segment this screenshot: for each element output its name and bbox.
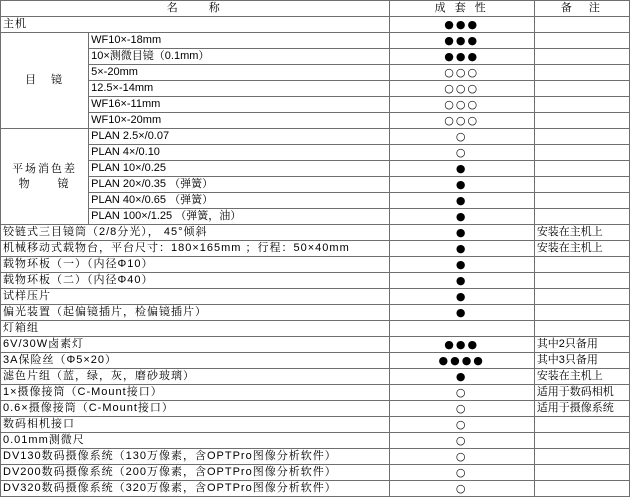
row-name: WF10×-18mm — [89, 33, 389, 49]
row-completeness: ● — [389, 241, 534, 257]
row-remark: 适用于摄像系统 — [534, 401, 629, 417]
table-row — [1, 417, 630, 433]
row-completeness: ○ — [389, 129, 534, 145]
row-completeness: ○ — [389, 417, 534, 433]
row-completeness: ○ — [389, 465, 534, 481]
row-name: 1×摄像接筒（C-Mount接口） — [1, 385, 390, 401]
row-name: PLAN 100×/1.25 （弹簧，油） — [89, 209, 389, 225]
row-completeness: ○○○ — [389, 65, 534, 81]
table-row — [1, 81, 630, 97]
row-name: 试样压片 — [1, 289, 390, 305]
row-remark — [534, 289, 629, 305]
row-completeness: ● — [389, 225, 534, 241]
table-row — [1, 209, 630, 225]
row-name: 数码相机接口 — [1, 417, 390, 433]
row-name: 滤色片组（蓝，绿，灰，磨砂玻璃） — [1, 369, 390, 385]
row-remark — [534, 481, 629, 497]
row-name: 机械移动式载物台，平台尺寸：180×165mm ；行程：50×40mm — [1, 241, 390, 257]
row-name: PLAN 4×/0.10 — [89, 145, 389, 161]
row-completeness: ● — [389, 273, 534, 289]
table-row — [1, 33, 630, 49]
row-completeness: ○ — [389, 481, 534, 497]
row-name: 12.5×-14mm — [89, 81, 389, 97]
row-remark — [534, 49, 629, 65]
table-row — [1, 193, 630, 209]
row-name: 载物环板（二）（内径Φ40） — [1, 273, 390, 289]
row-completeness: ● — [389, 161, 534, 177]
table-row — [1, 289, 630, 305]
row-name: 0.6×摄像接筒（C-Mount接口） — [1, 401, 390, 417]
table-row — [1, 433, 630, 449]
row-name: PLAN 10×/0.25 — [89, 161, 389, 177]
table-row — [1, 129, 630, 145]
table-row — [1, 353, 630, 369]
row-remark — [534, 449, 629, 465]
row-completeness: ○ — [389, 385, 534, 401]
row-remark — [534, 273, 629, 289]
group-label-objective — [1, 129, 89, 225]
table-row — [1, 481, 630, 497]
table-row — [1, 385, 630, 401]
row-completeness: ○○○ — [389, 113, 534, 129]
table-row — [1, 321, 630, 337]
table-header-row — [1, 1, 630, 17]
row-remark — [534, 145, 629, 161]
row-remark — [534, 209, 629, 225]
row-remark: 安装在主机上 — [534, 369, 629, 385]
table-row — [1, 305, 630, 321]
row-completeness: ●●●● — [389, 353, 534, 369]
row-remark — [534, 17, 629, 33]
table-row — [1, 369, 630, 385]
row-completeness: ○○○ — [389, 81, 534, 97]
row-remark — [534, 321, 629, 337]
row-remark: 其中2只备用 — [534, 337, 629, 353]
row-name: 主机 — [1, 17, 390, 33]
group-label-objective-line2: 物 镜 — [18, 177, 71, 190]
table-row — [1, 177, 630, 193]
row-remark — [534, 161, 629, 177]
row-completeness: ● — [389, 369, 534, 385]
table-row — [1, 401, 630, 417]
table-row — [1, 49, 630, 65]
row-name: WF10×-20mm — [89, 113, 389, 129]
row-remark — [534, 65, 629, 81]
row-name: 灯箱组 — [1, 321, 390, 337]
group-label-eyepiece: 目 镜 — [1, 33, 89, 129]
table-row — [1, 225, 630, 241]
table-row — [1, 449, 630, 465]
row-remark — [534, 129, 629, 145]
row-completeness: ● — [389, 209, 534, 225]
row-remark — [534, 177, 629, 193]
row-completeness: ●●● — [389, 337, 534, 353]
row-completeness: ● — [389, 177, 534, 193]
table-row — [1, 65, 630, 81]
table-row — [1, 17, 630, 33]
row-completeness: ● — [389, 305, 534, 321]
row-name: PLAN 40×/0.65 （弹簧） — [89, 193, 389, 209]
row-remark: 适用于数码相机 — [534, 385, 629, 401]
table-row — [1, 161, 630, 177]
table-row — [1, 465, 630, 481]
row-remark — [534, 257, 629, 273]
row-name: 3A保险丝（Φ5×20） — [1, 353, 390, 369]
row-completeness: ●●● — [389, 33, 534, 49]
row-completeness: ○ — [389, 449, 534, 465]
row-name: DV320数码摄像系统（320万像素，含OPTPro图像分析软件） — [1, 481, 390, 497]
row-remark — [534, 113, 629, 129]
row-name: DV130数码摄像系统（130万像素，含OPTPro图像分析软件） — [1, 449, 390, 465]
row-remark: 安装在主机上 — [534, 225, 629, 241]
table-row — [1, 145, 630, 161]
table-row — [1, 113, 630, 129]
row-name: 载物环板（一）（内径Φ10） — [1, 257, 390, 273]
row-completeness: ○○○ — [389, 97, 534, 113]
table-row — [1, 97, 630, 113]
row-completeness: ● — [389, 257, 534, 273]
row-completeness: ●●● — [389, 17, 534, 33]
row-name: 10×测微目镜（0.1mm） — [89, 49, 389, 65]
row-completeness: ○ — [389, 401, 534, 417]
table-row — [1, 257, 630, 273]
row-remark: 其中3只备用 — [534, 353, 629, 369]
row-name: WF16×-11mm — [89, 97, 389, 113]
row-remark — [534, 433, 629, 449]
row-remark — [534, 193, 629, 209]
header-completeness: 成 套 性 — [389, 1, 534, 17]
row-remark — [534, 465, 629, 481]
table-row — [1, 273, 630, 289]
row-name: 5×-20mm — [89, 65, 389, 81]
table-row — [1, 241, 630, 257]
row-completeness: ○ — [389, 433, 534, 449]
row-remark — [534, 33, 629, 49]
row-remark — [534, 417, 629, 433]
table-row — [1, 337, 630, 353]
header-name: 名 称 — [1, 1, 390, 17]
row-name: PLAN 2.5×/0.07 — [89, 129, 389, 145]
row-completeness: ○ — [389, 145, 534, 161]
group-label-objective-line1: 平场消色差 — [12, 162, 78, 175]
row-name: 铰链式三目镜筒（2/8分光）， 45°倾斜 — [1, 225, 390, 241]
row-completeness: ● — [389, 193, 534, 209]
row-name: 偏光装置（起偏镜插片，检偏镜插片） — [1, 305, 390, 321]
row-remark: 安装在主机上 — [534, 241, 629, 257]
header-remark: 备 注 — [534, 1, 629, 17]
row-remark — [534, 81, 629, 97]
row-completeness: ●●● — [389, 49, 534, 65]
row-name: PLAN 20×/0.35 （弹簧） — [89, 177, 389, 193]
row-remark — [534, 305, 629, 321]
row-completeness: ● — [389, 289, 534, 305]
row-name: 0.01mm测微尺 — [1, 433, 390, 449]
row-completeness — [389, 321, 534, 337]
row-name: 6V/30W卤素灯 — [1, 337, 390, 353]
row-remark — [534, 97, 629, 113]
row-name: DV200数码摄像系统（200万像素，含OPTPro图像分析软件） — [1, 465, 390, 481]
